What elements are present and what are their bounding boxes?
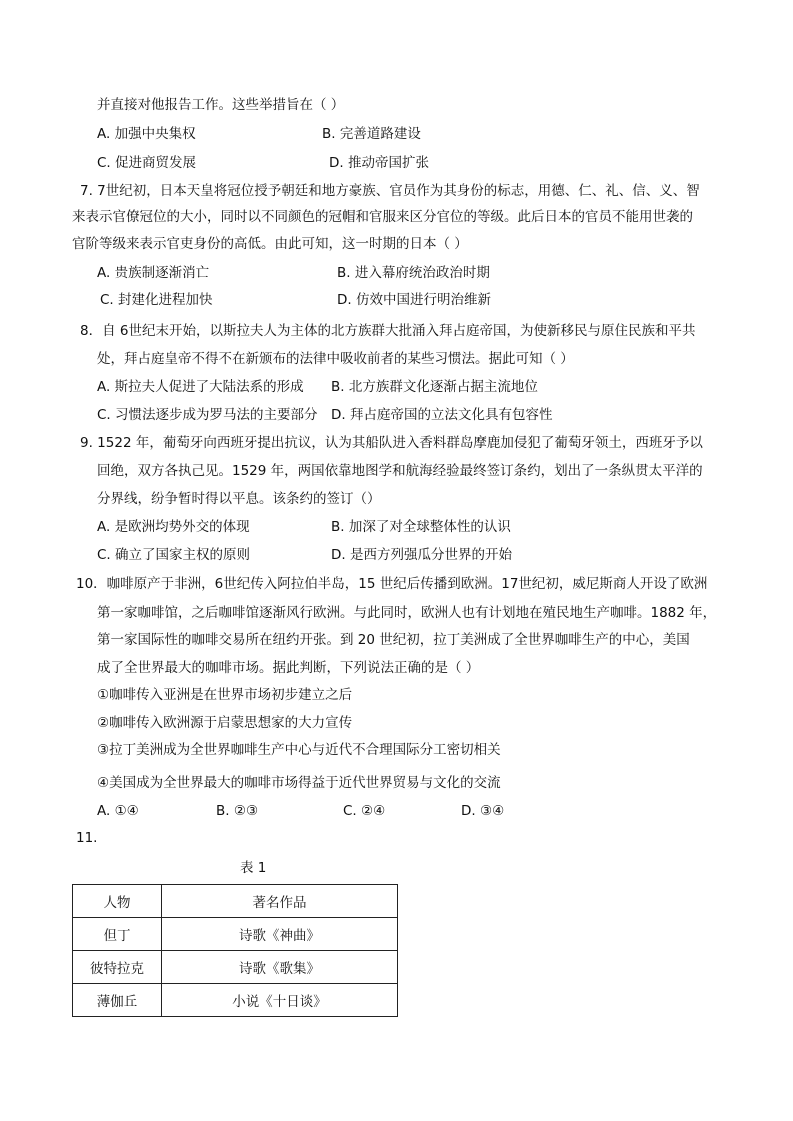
q10-option-c[interactable]: C. ②④: [343, 803, 386, 819]
q10-stem-line-1: 10．咖啡原产于非洲，6世纪传入阿拉伯半岛，15 世纪后传播到欧洲。17世纪初，威尼斯商人开设了欧洲: [76, 576, 708, 592]
q10-statement-2: ②咖啡传入欧洲源于启蒙思想家的大力宣传: [97, 715, 353, 731]
table-header-cell: 人物: [73, 885, 162, 918]
q8-option-c[interactable]: C. 习惯法逐步成为罗马法的主要部分: [97, 407, 318, 423]
table-row: [73, 918, 398, 951]
q11-number: 11.: [76, 830, 98, 846]
q7-stem-line-3: 官阶等级来表示官吏身份的高低。由此可知，这一时期的日本（ ）: [72, 236, 468, 252]
q8-stem-line-1: 8．自 6世纪末开始，以斯拉夫人为主体的北方族群大批涌入拜占庭帝国，为使新移民与原住民族和平共: [80, 323, 696, 339]
q7-option-d[interactable]: D. 仿效中国进行明治维新: [337, 292, 491, 308]
q8-stem-line-2: 处，拜占庭皇帝不得不在新颁布的法律中吸收前者的某些习惯法。据此可知（ ）: [97, 351, 574, 367]
q6-option-a[interactable]: A. 加强中央集权: [97, 126, 196, 142]
table-cell: 但丁: [73, 918, 162, 951]
q9-stem-line-2: 回绝，双方各执己见。1529 年，两国依靠地图学和航海经验最终签订条约，划出了一条纵贯太平洋的: [97, 463, 703, 479]
q10-statement-1: ①咖啡传入亚洲是在世界市场初步建立之后: [97, 687, 353, 703]
q7-option-c[interactable]: C. 封建化进程加快: [100, 292, 213, 308]
works-table: [72, 884, 398, 1017]
q10-statement-3: ③拉丁美洲成为全世界咖啡生产中心与近代不合理国际分工密切相关: [97, 742, 501, 758]
q8-option-b[interactable]: B. 北方族群文化逐渐占据主流地位: [331, 379, 538, 395]
q6-stem-continuation: 并直接对他报告工作。这些举措旨在（ ）: [97, 97, 345, 113]
table-cell: 彼特拉克: [73, 951, 162, 984]
q6-option-b[interactable]: B. 完善道路建设: [322, 126, 421, 142]
q6-option-c[interactable]: C. 促进商贸发展: [97, 155, 197, 171]
table-cell: 诗歌《歌集》: [162, 951, 398, 984]
q9-option-a[interactable]: A. 是欧洲均势外交的体现: [97, 519, 250, 535]
table-cell: 诗歌《神曲》: [162, 918, 398, 951]
q9-stem-line-1: 9. 1522 年，葡萄牙向西班牙提出抗议，认为其船队进入香料群岛摩鹿加侵犯了葡萄牙领土，西班牙予以: [80, 435, 703, 451]
table-cell: 薄伽丘: [73, 984, 162, 1017]
q9-stem-line-3: 分界线，纷争暂时得以平息。该条约的签订（）: [97, 491, 381, 507]
q7-stem-line-2: 来表示官僚冠位的大小，同时以不同颜色的冠帽和官服来区分官位的等级。此后日本的官员不能用世袭的: [72, 209, 693, 225]
q10-stem-line-4: 成了全世界最大的咖啡市场。据此判断，下列说法正确的是（ ）: [97, 660, 480, 676]
q9-option-c[interactable]: C. 确立了国家主权的原则: [97, 547, 251, 563]
q10-statement-4: ④美国成为全世界最大的咖啡市场得益于近代世界贸易与文化的交流: [97, 775, 501, 791]
q7-option-a[interactable]: A. 贵族制逐渐消亡: [97, 265, 210, 281]
q10-option-b[interactable]: B. ②③: [216, 803, 259, 819]
q7-option-b[interactable]: B. 进入幕府统治政治时期: [337, 265, 490, 281]
table-cell: 小说《十日谈》: [162, 984, 398, 1017]
table-header-row: [73, 885, 398, 918]
q10-stem-line-2: 第一家咖啡馆，之后咖啡馆逐渐风行欧洲。与此同时，欧洲人也有计划地在殖民地生产咖啡。1882 年，: [97, 605, 717, 621]
table-row: [73, 984, 398, 1017]
table-header-cell: 著名作品: [162, 885, 398, 918]
q10-stem-line-3: 第一家国际性的咖啡交易所在纽约开张。到 20 世纪初，拉丁美洲成了全世界咖啡生产的中心，美国: [97, 632, 690, 648]
q9-option-b[interactable]: B. 加深了对全球整体性的认识: [331, 519, 511, 535]
q8-option-d[interactable]: D. 拜占庭帝国的立法文化具有包容性: [331, 407, 553, 423]
q10-option-d[interactable]: D. ③④: [461, 803, 505, 819]
table-row: [73, 951, 398, 984]
q8-option-a[interactable]: A. 斯拉夫人促进了大陆法系的形成: [97, 379, 304, 395]
q9-option-d[interactable]: D. 是西方列强瓜分世界的开始: [331, 547, 512, 563]
table-caption: 表 1: [240, 860, 267, 876]
q10-option-a[interactable]: A. ①④: [97, 803, 139, 819]
q6-option-d[interactable]: D. 推动帝国扩张: [329, 155, 429, 171]
q7-stem-line-1: 7. 7世纪初，日本天皇将冠位授予朝廷和地方豪族、官员作为其身份的标志，用德、仁、礼、信、义、智: [80, 183, 700, 199]
